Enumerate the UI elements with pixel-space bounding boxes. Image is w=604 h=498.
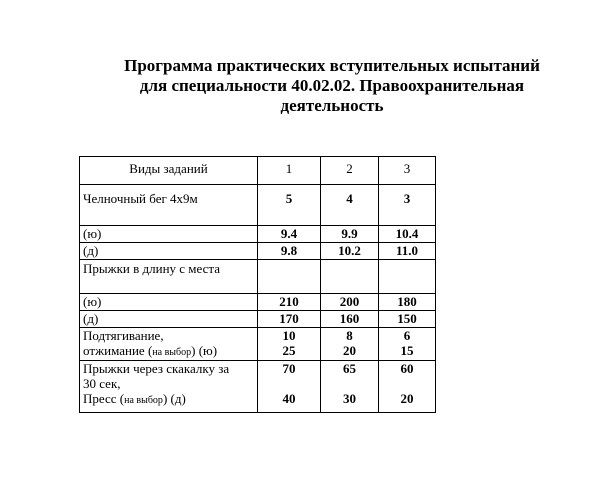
jump-label: Прыжки в длину с места	[80, 260, 258, 294]
rope-val-1a: 70	[282, 361, 296, 376]
table-row-pullups	[80, 328, 436, 361]
rope-col-3	[379, 361, 436, 413]
rope-col-2	[321, 361, 379, 413]
rope-label-3a: Пресс (	[83, 391, 125, 406]
jump-empty-3	[379, 260, 436, 294]
header-col-2: 2	[321, 157, 379, 185]
table-row-jump	[80, 260, 436, 294]
pullups-val-2a: 8	[346, 328, 353, 343]
shuttle-f-label: (д)	[80, 243, 258, 260]
table-row-jump-m	[80, 294, 436, 311]
pullups-val-3b: 15	[400, 343, 414, 358]
header-col-1: 1	[258, 157, 321, 185]
shuttle-score-1: 5	[258, 185, 321, 226]
rope-spacer-2	[324, 376, 375, 391]
pullups-label-2a: отжимание (	[83, 343, 153, 358]
rope-val-3b: 20	[400, 391, 414, 406]
jump-m-val-2: 200	[321, 294, 379, 311]
pullups-val-1b: 25	[282, 343, 296, 358]
rope-spacer-3	[382, 376, 432, 391]
pullups-val-3a: 6	[403, 328, 411, 343]
rope-label-line-1: Прыжки через скакалку за	[83, 361, 230, 376]
page-title	[60, 56, 604, 116]
table-row-shuttle	[80, 185, 436, 226]
rope-val-3a: 60	[400, 361, 414, 376]
pullups-val-2b: 20	[343, 343, 356, 358]
header-label: Виды заданий	[80, 157, 258, 185]
tasks-table	[79, 156, 436, 413]
rope-choice-note: на выбор	[124, 395, 163, 406]
rope-val-1b: 40	[282, 391, 296, 406]
jump-f-val-3: 150	[379, 311, 436, 328]
pullups-label	[80, 328, 258, 361]
table-row-shuttle-m	[80, 226, 436, 243]
rope-val-2a: 65	[343, 361, 356, 376]
rope-col-1	[258, 361, 321, 413]
jump-m-label: (ю)	[80, 294, 258, 311]
jump-m-val-3: 180	[379, 294, 436, 311]
pullups-col-1	[258, 328, 321, 361]
pullups-col-3	[379, 328, 436, 361]
title-line-2: для специальности 40.02.02. Правоохранительная	[139, 76, 525, 95]
shuttle-m-val-2: 9.9	[321, 226, 379, 243]
shuttle-f-val-1: 9.8	[258, 243, 321, 260]
table-row-header	[80, 157, 436, 185]
rope-val-2b: 30	[343, 391, 356, 406]
header-col-3: 3	[379, 157, 436, 185]
table-row-jump-f	[80, 311, 436, 328]
shuttle-m-label: (ю)	[80, 226, 258, 243]
jump-empty-1	[258, 260, 321, 294]
jump-empty-2	[321, 260, 379, 294]
jump-f-val-1: 170	[258, 311, 321, 328]
jump-m-val-1: 210	[258, 294, 321, 311]
pullups-label-line-2	[83, 343, 254, 360]
table-row-rope	[80, 361, 436, 413]
shuttle-f-val-3: 11.0	[379, 243, 436, 260]
shuttle-score-2: 4	[321, 185, 379, 226]
pullups-label-line-1: Подтягивание,	[83, 328, 164, 343]
jump-f-val-2: 160	[321, 311, 379, 328]
rope-spacer-1	[261, 376, 317, 391]
shuttle-m-val-3: 10.4	[379, 226, 436, 243]
shuttle-label: Челночный бег 4х9м	[80, 185, 258, 226]
pullups-label-2c: ) (ю)	[191, 343, 218, 358]
rope-label	[80, 361, 258, 413]
shuttle-m-val-1: 9.4	[258, 226, 321, 243]
pullups-choice-note: на выбор	[152, 347, 192, 358]
pullups-col-2	[321, 328, 379, 361]
rope-label-3c: ) (д)	[162, 391, 186, 406]
jump-f-label: (д)	[80, 311, 258, 328]
rope-label-line-3	[83, 391, 254, 408]
table-row-shuttle-f	[80, 243, 436, 260]
title-line-1: Программа практических вступительных испытаний	[124, 56, 540, 75]
rope-label-line-2: 30 сек,	[83, 376, 121, 391]
title-line-3: деятельность	[280, 96, 384, 115]
shuttle-score-3: 3	[379, 185, 436, 226]
pullups-val-1a: 10	[282, 328, 296, 343]
shuttle-f-val-2: 10.2	[321, 243, 379, 260]
